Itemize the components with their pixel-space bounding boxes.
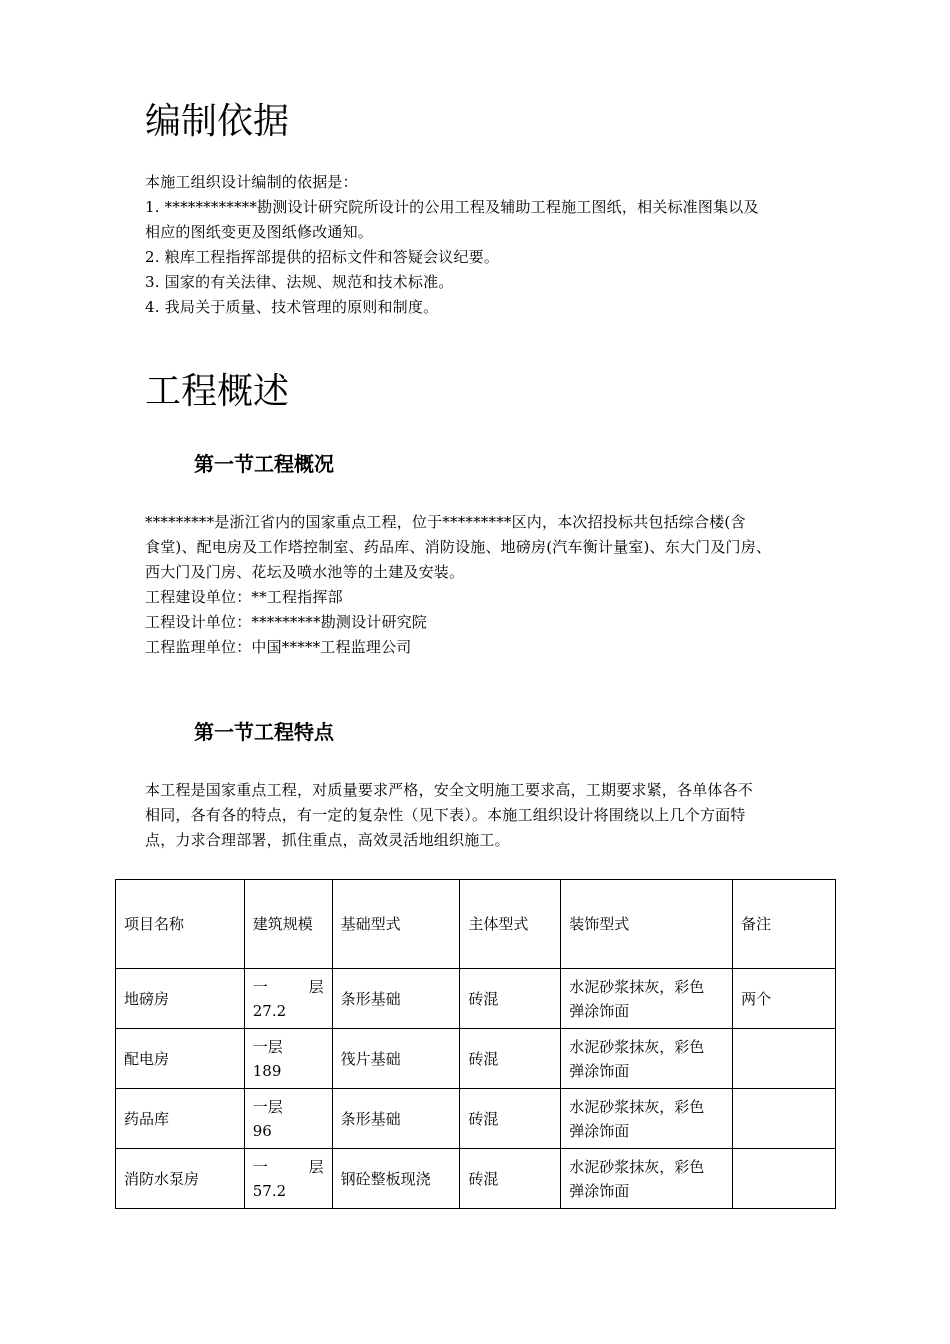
cell-remarks bbox=[733, 1149, 836, 1209]
header-building-scale: 建筑规模 bbox=[244, 880, 332, 969]
scale-area: 27.2 bbox=[252, 1001, 287, 1020]
table-row bbox=[116, 1089, 836, 1149]
basis-item-1a: 1. ************勘测设计研究院所设计的公用工程及辅助工程施工图纸，相关标准图集以及 bbox=[145, 198, 759, 216]
features-line-2: 相同，各有各的特点，有一定的复杂性（见下表）。本施工组织设计将围绕以上几个方面特 bbox=[145, 806, 746, 824]
overview-paragraph bbox=[145, 510, 810, 660]
cell-project-name: 消防水泵房 bbox=[116, 1149, 245, 1209]
overview-line-3: 西大门及门房、花坛及喷水池等的土建及安装。 bbox=[145, 563, 465, 581]
scale-area: 57.2 bbox=[252, 1181, 287, 1200]
basis-item-1b: 相应的图纸变更及图纸修改通知。 bbox=[145, 223, 374, 241]
decoration-line-1: 水泥砂浆抹灰，彩色 bbox=[569, 1097, 705, 1116]
basis-item-2: 2. 粮库工程指挥部提供的招标文件和答疑会议纪要。 bbox=[145, 248, 500, 266]
cell-structure-type: 砖混 bbox=[460, 1149, 561, 1209]
cell-remarks bbox=[733, 1029, 836, 1089]
cell-building-scale bbox=[244, 969, 332, 1029]
section-title-basis: 编制依据 bbox=[145, 101, 290, 142]
header-project-name: 项目名称 bbox=[116, 880, 245, 969]
overview-designer: 工程设计单位：*********勘测设计研究院 bbox=[145, 613, 428, 631]
decoration-line-1: 水泥砂浆抹灰，彩色 bbox=[569, 977, 705, 996]
header-decoration-type: 装饰型式 bbox=[561, 880, 733, 969]
decoration-line-1: 水泥砂浆抹灰，彩色 bbox=[569, 1037, 705, 1056]
cell-foundation-type: 条形基础 bbox=[332, 969, 460, 1029]
features-line-3: 点，力求合理部署，抓住重点，高效灵活地组织施工。 bbox=[145, 831, 510, 849]
cell-structure-type: 砖混 bbox=[460, 969, 561, 1029]
scale-floor: 一层 bbox=[252, 1037, 283, 1056]
overview-supervisor: 工程监理单位：中国*****工程监理公司 bbox=[145, 638, 412, 656]
cell-structure-type: 砖混 bbox=[460, 1029, 561, 1089]
cell-building-scale bbox=[244, 1089, 332, 1149]
decoration-line-2: 弹涂饰面 bbox=[569, 1001, 630, 1020]
cell-decoration-type bbox=[561, 1029, 733, 1089]
cell-project-name: 药品库 bbox=[116, 1089, 245, 1149]
basis-paragraph bbox=[145, 170, 810, 320]
decoration-line-2: 弹涂饰面 bbox=[569, 1181, 630, 1200]
decoration-line-1: 水泥砂浆抹灰，彩色 bbox=[569, 1157, 705, 1176]
features-line-1: 本工程是国家重点工程，对质量要求严格，安全文明施工要求高，工期要求紧，各单体各不 bbox=[145, 781, 754, 799]
cell-foundation-type: 条形基础 bbox=[332, 1089, 460, 1149]
scale-floor: 一 bbox=[252, 977, 268, 996]
overview-owner: 工程建设单位：**工程指挥部 bbox=[145, 588, 343, 606]
basis-item-3: 3. 国家的有关法律、法规、规范和技术标准。 bbox=[145, 273, 454, 291]
scale-area: 96 bbox=[252, 1121, 272, 1140]
cell-building-scale bbox=[244, 1149, 332, 1209]
header-structure-type: 主体型式 bbox=[460, 880, 561, 969]
basis-intro: 本施工组织设计编制的依据是： bbox=[145, 173, 358, 191]
decoration-line-2: 弹涂饰面 bbox=[569, 1061, 630, 1080]
scale-floor-unit: 层 bbox=[308, 1157, 324, 1176]
subsection-title-overview: 第一节工程概况 bbox=[194, 452, 334, 476]
table-header-row bbox=[116, 880, 836, 969]
cell-decoration-type bbox=[561, 1089, 733, 1149]
scale-floor-unit: 层 bbox=[308, 977, 324, 996]
table-row bbox=[116, 1149, 836, 1209]
cell-remarks bbox=[733, 1089, 836, 1149]
features-table bbox=[115, 879, 836, 1209]
scale-area: 189 bbox=[252, 1061, 282, 1080]
subsection-title-features: 第一节工程特点 bbox=[194, 720, 334, 744]
cell-project-name: 配电房 bbox=[116, 1029, 245, 1089]
scale-floor: 一 bbox=[252, 1157, 268, 1176]
overview-line-2: 食堂)、配电房及工作塔控制室、药品库、消防设施、地磅房(汽车衡计量室)、东大门及门房、 bbox=[145, 538, 772, 556]
decoration-line-2: 弹涂饰面 bbox=[569, 1121, 630, 1140]
header-foundation-type: 基础型式 bbox=[332, 880, 460, 969]
header-remarks: 备注 bbox=[733, 880, 836, 969]
cell-building-scale bbox=[244, 1029, 332, 1089]
cell-project-name: 地磅房 bbox=[116, 969, 245, 1029]
cell-decoration-type bbox=[561, 969, 733, 1029]
scale-floor: 一层 bbox=[252, 1097, 283, 1116]
cell-remarks: 两个 bbox=[733, 969, 836, 1029]
cell-foundation-type: 钢砼整板现浇 bbox=[332, 1149, 460, 1209]
table-row bbox=[116, 1029, 836, 1089]
cell-structure-type: 砖混 bbox=[460, 1089, 561, 1149]
section-title-overview: 工程概述 bbox=[145, 371, 290, 412]
basis-item-4: 4. 我局关于质量、技术管理的原则和制度。 bbox=[145, 298, 439, 316]
features-paragraph bbox=[145, 778, 810, 853]
cell-decoration-type bbox=[561, 1149, 733, 1209]
overview-line-1: *********是浙江省内的国家重点工程，位于*********区内，本次招投标共包括综合楼(含 bbox=[145, 513, 746, 531]
table-row bbox=[116, 969, 836, 1029]
cell-foundation-type: 筏片基础 bbox=[332, 1029, 460, 1089]
